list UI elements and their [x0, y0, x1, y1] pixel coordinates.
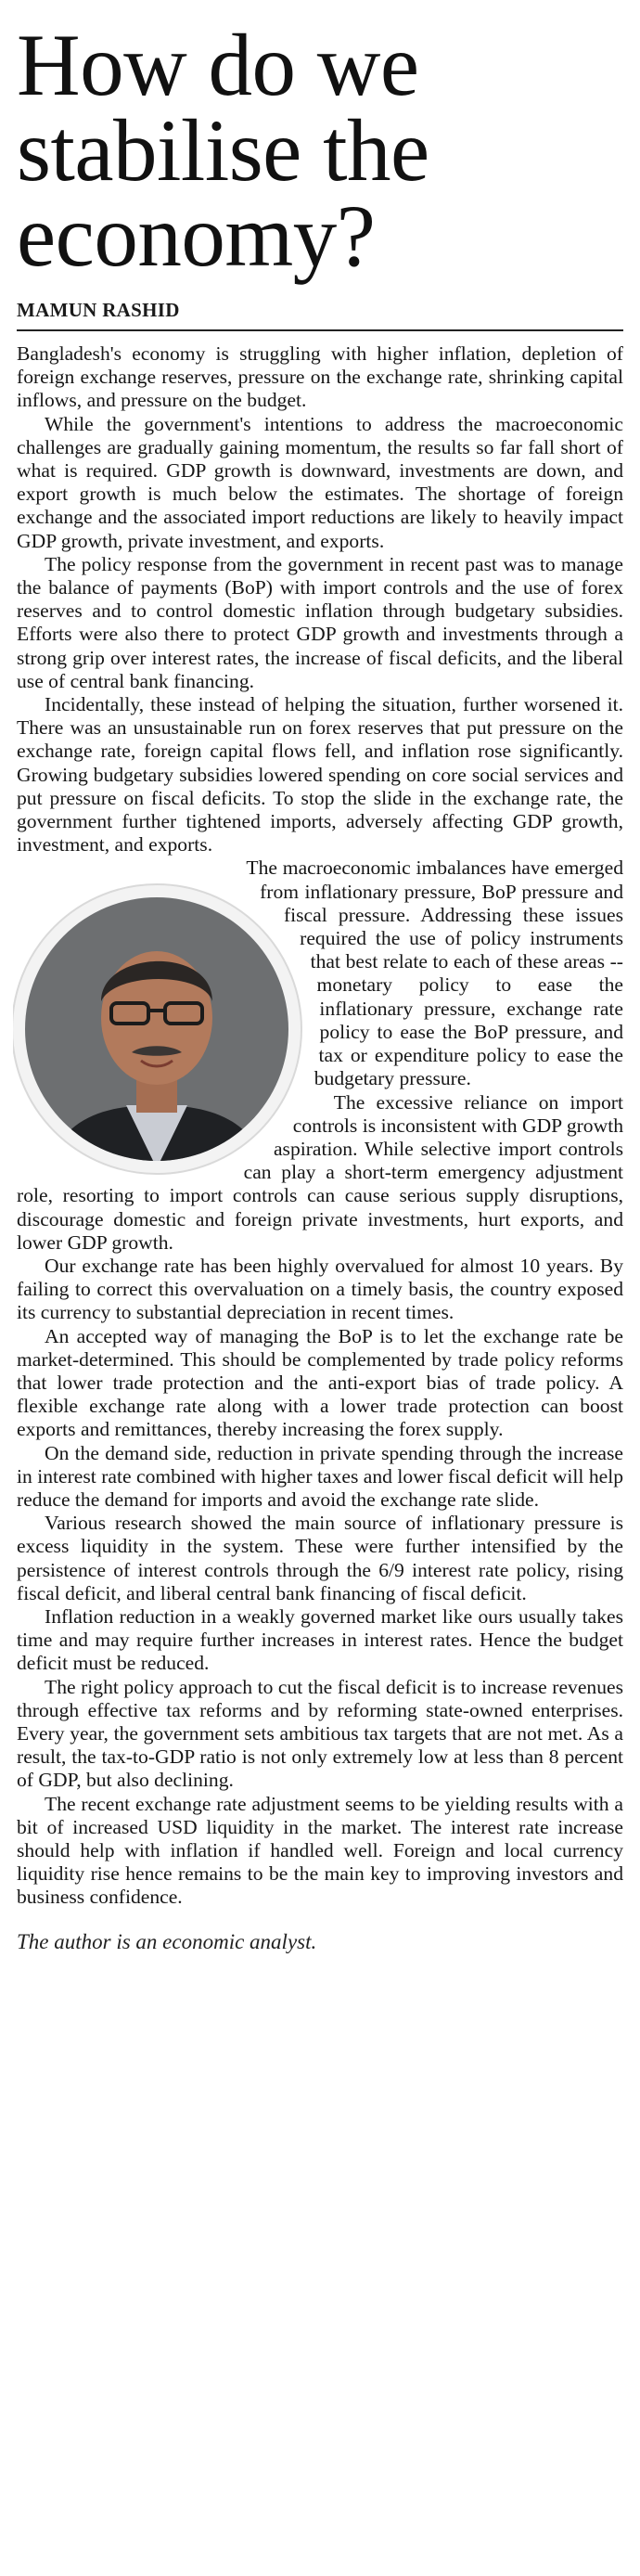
byline: MAMUN RASHID — [17, 299, 180, 321]
paragraph-10: Various research showed the main source of inflationary pressure is excess liquidity in the system. These were further intensified by the persistence of interest controls through the 6/9 interest rate policy, rising fiscal deficit, and liberal central bank financing of fiscal deficit. — [17, 1512, 623, 1604]
author-note: The author is an economic analyst. — [17, 1929, 317, 1953]
author-photo-icon — [13, 862, 315, 1196]
byline-divider — [17, 329, 623, 331]
paragraph-9: On the demand side, reduction in private spending through the increase in interest rate combined with higher taxes and lower fiscal deficit will help reduce the demand for imports and avoid the exchange rate slide. — [17, 1441, 623, 1511]
paragraph-11: Inflation reduction in a weakly governed market like ours usually takes time and may require further increases in interest rates. Hence the budget deficit must be reduced. — [17, 1604, 623, 1675]
headline-line-3: economy? — [17, 187, 376, 285]
paragraph-8: An accepted way of managing the BoP is to let the exchange rate be market-determined. This should be complemented by trade policy reforms that lower trade protection and the anti-export bias of trade policy. A flexible exchange rate along with a lower trade protection can boost exports and remittances, thereby increasing the forex supply. — [17, 1324, 623, 1441]
paragraph-1: Bangladesh's economy is struggling with higher inflation, depletion of foreign exchange reserves, pressure on the exchange rate, shrinking capital inflows, and pressure on the budget. — [17, 342, 623, 412]
paragraph-12: The right policy approach to cut the fiscal deficit is to increase revenues through effective tax reforms and by reforming state-owned enterprises. Every year, the government sets ambitious tax targets that are not met. As a result, the tax-to-GDP ratio is not only extremely low at less than 8 percent of GDP, but also declining. — [17, 1675, 623, 1792]
paragraph-2: While the government's intentions to address the macroeconomic challenges are gradually gaining momentum, the results so far fall short of what is required. GDP growth is downward, investments are down, and export growth is much below the estimates. The shortage of foreign exchange and the associated import reductions are likely to heavily impact GDP growth, private investment, and exports. — [17, 412, 623, 552]
paragraph-5: The macroeconomic imbalances have emerged from inflationary pressure, BoP pressure and fiscal pressure. Addressing these issues required the use of policy instruments that best relate to each of these areas -- monetary policy to ease the inflationary pressure, exchange rate policy to ease the BoP pressure, and tax or expenditure policy to ease the budgetary pressure. — [246, 857, 623, 1090]
headline — [17, 16, 627, 285]
headline-line-2: stabilise the — [17, 101, 429, 200]
article-body — [17, 342, 623, 1910]
paragraph-6: The excessive reliance on import controls is inconsistent with GDP growth aspiration. While selective import controls can play a short-term emergency adjustment role, resorting to import controls can cause serious supply disruptions, discourage domestic and foreign private investments, hurt exports, and lower GDP growth. — [17, 1090, 623, 1254]
paragraph-13: The recent exchange rate adjustment seems to be yielding results with a bit of increased USD liquidity in the market. The interest rate increase should help with inflation if handled well. Foreign and local currency liquidity rise hence remains to be the main key to improving investors and business confidence. — [17, 1792, 623, 1909]
paragraph-7: Our exchange rate has been highly overvalued for almost 10 years. By failing to correct this overvaluation on a timely basis, the country exposed its currency to substantial depreciation in recent times. — [17, 1254, 623, 1324]
headline-line-1: How do we — [17, 16, 419, 114]
author-portrait — [13, 862, 315, 1196]
paragraph-4: Incidentally, these instead of helping the situation, further worsened it. There was an unsustainable run on forex reserves that put pressure on the exchange rate, foreign capital flows fell, and inflation rose significantly. Growing budgetary subsidies lowered spending on core social services and put pressure on fiscal deficits. To stop the slide in the exchange rate, the government further tightened imports, adversely affecting GDP growth, investment, and exports. — [17, 693, 623, 857]
paragraph-3: The policy response from the government in recent past was to manage the balance of payments (BoP) with import controls and the use of forex reserves and to control domestic inflation through budgetary subsidies. Efforts were also there to protect GDP growth and investments through a strong grip over interest rates, the increase of fiscal deficits, and the liberal use of central bank financing. — [17, 552, 623, 692]
